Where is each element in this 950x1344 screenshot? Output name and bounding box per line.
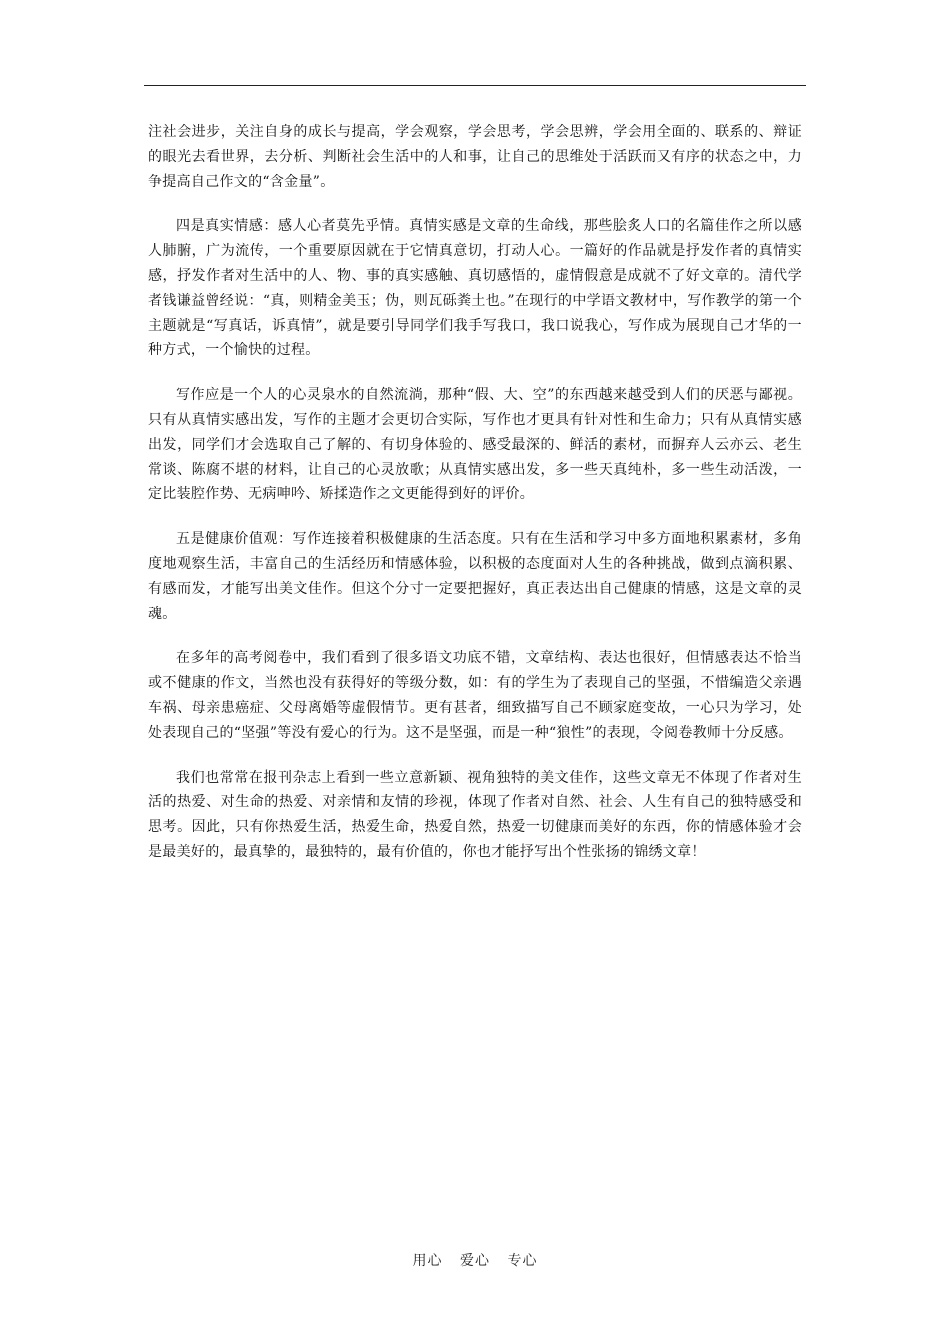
page-footer [0, 1250, 950, 1270]
footer-item-1: 用心 [412, 1253, 443, 1269]
paragraph-3: 写作应是一个人的心灵泉水的自然流淌，那种“假、大、空”的东西越来越受到人们的厌恶与鄙视。只有从真情实感出发，写作的主题才会更切合实际，写作也才更具有针对性和生命力；只有从真情实感出发，同学们才会选取自己了解的、有切身体验的、感受最深的、鲜活的素材，而摒弃人云亦云、老生常谈、陈腐不堪的材料，让自己的心灵放歌；从真情实感出发，多一些天真纯朴，多一些生动活泼，一定比装腔作势、无病呻吟、矫揉造作之文更能得到好的评价。 [148, 387, 802, 503]
paragraph-2: 四是真实情感：感人心者莫先乎情。真情实感是文章的生命线，那些脍炙人口的名篇佳作之所以感人肺腑，广为流传，一个重要原因就在于它情真意切，打动人心。一篇好的作品就是抒发作者的真情实感，抒发作者对生活中的人、物、事的真实感触、真切感悟的，虚情假意是成就不了好文章的。清代学者钱谦益曾经说：“真，则精金美玉；伪，则瓦砾粪土也。”在现行的中学语文教材中，写作教学的第一个主题就是“写真话，诉真情”，就是要引导同学们我手写我口，我口说我心，写作成为展现自己才华的一种方式，一个愉快的过程。 [148, 218, 802, 359]
header-rule [144, 85, 806, 86]
footer-item-3: 专心 [507, 1253, 538, 1269]
footer-item-2: 爱心 [460, 1253, 490, 1269]
paragraph-4: 五是健康价值观：写作连接着积极健康的生活态度。只有在生活和学习中多方面地积累素材，多角度地观察生活，丰富自己的生活经历和情感体验，以积极的态度面对人生的各种挑战，做到点滴积累、有感而发，才能写出美文佳作。但这个分寸一定要把握好，真正表达出自己健康的情感，这是文章的灵魂。 [148, 531, 802, 622]
paragraph-1: 注社会进步，关注自身的成长与提高，学会观察，学会思考，学会思辨，学会用全面的、联系的、辩证的眼光去看世界，去分析、判断社会生活中的人和事，让自己的思维处于活跃而又有序的状态之中，力争提高自己作文的“含金量”。 [148, 124, 802, 190]
paragraph-6: 我们也常常在报刊杂志上看到一些立意新颖、视角独特的美文佳作，这些文章无不体现了作者对生活的热爱、对生命的热爱、对亲情和友情的珍视，体现了作者对自然、社会、人生有自己的独特感受和思考。因此，只有你热爱生活，热爱生命，热爱自然，热爱一切健康而美好的东西，你的情感体验才会是最美好的，最真挚的，最独特的，最有价值的，你也才能抒写出个性张扬的锦绣文章！ [148, 769, 802, 860]
document-body [148, 120, 802, 885]
paragraph-5: 在多年的高考阅卷中，我们看到了很多语文功底不错，文章结构、表达也很好，但情感表达不恰当或不健康的作文，当然也没有获得好的等级分数，如：有的学生为了表现自己的坚强，不惜编造父亲遇车祸、母亲患癌症、父母离婚等虚假情节。更有甚者，细致描写自己不顾家庭变故，一心只为学习，处处表现自己的“坚强”等没有爱心的行为。这不是坚强，而是一种“狼性”的表现，令阅卷教师十分反感。 [148, 650, 802, 741]
